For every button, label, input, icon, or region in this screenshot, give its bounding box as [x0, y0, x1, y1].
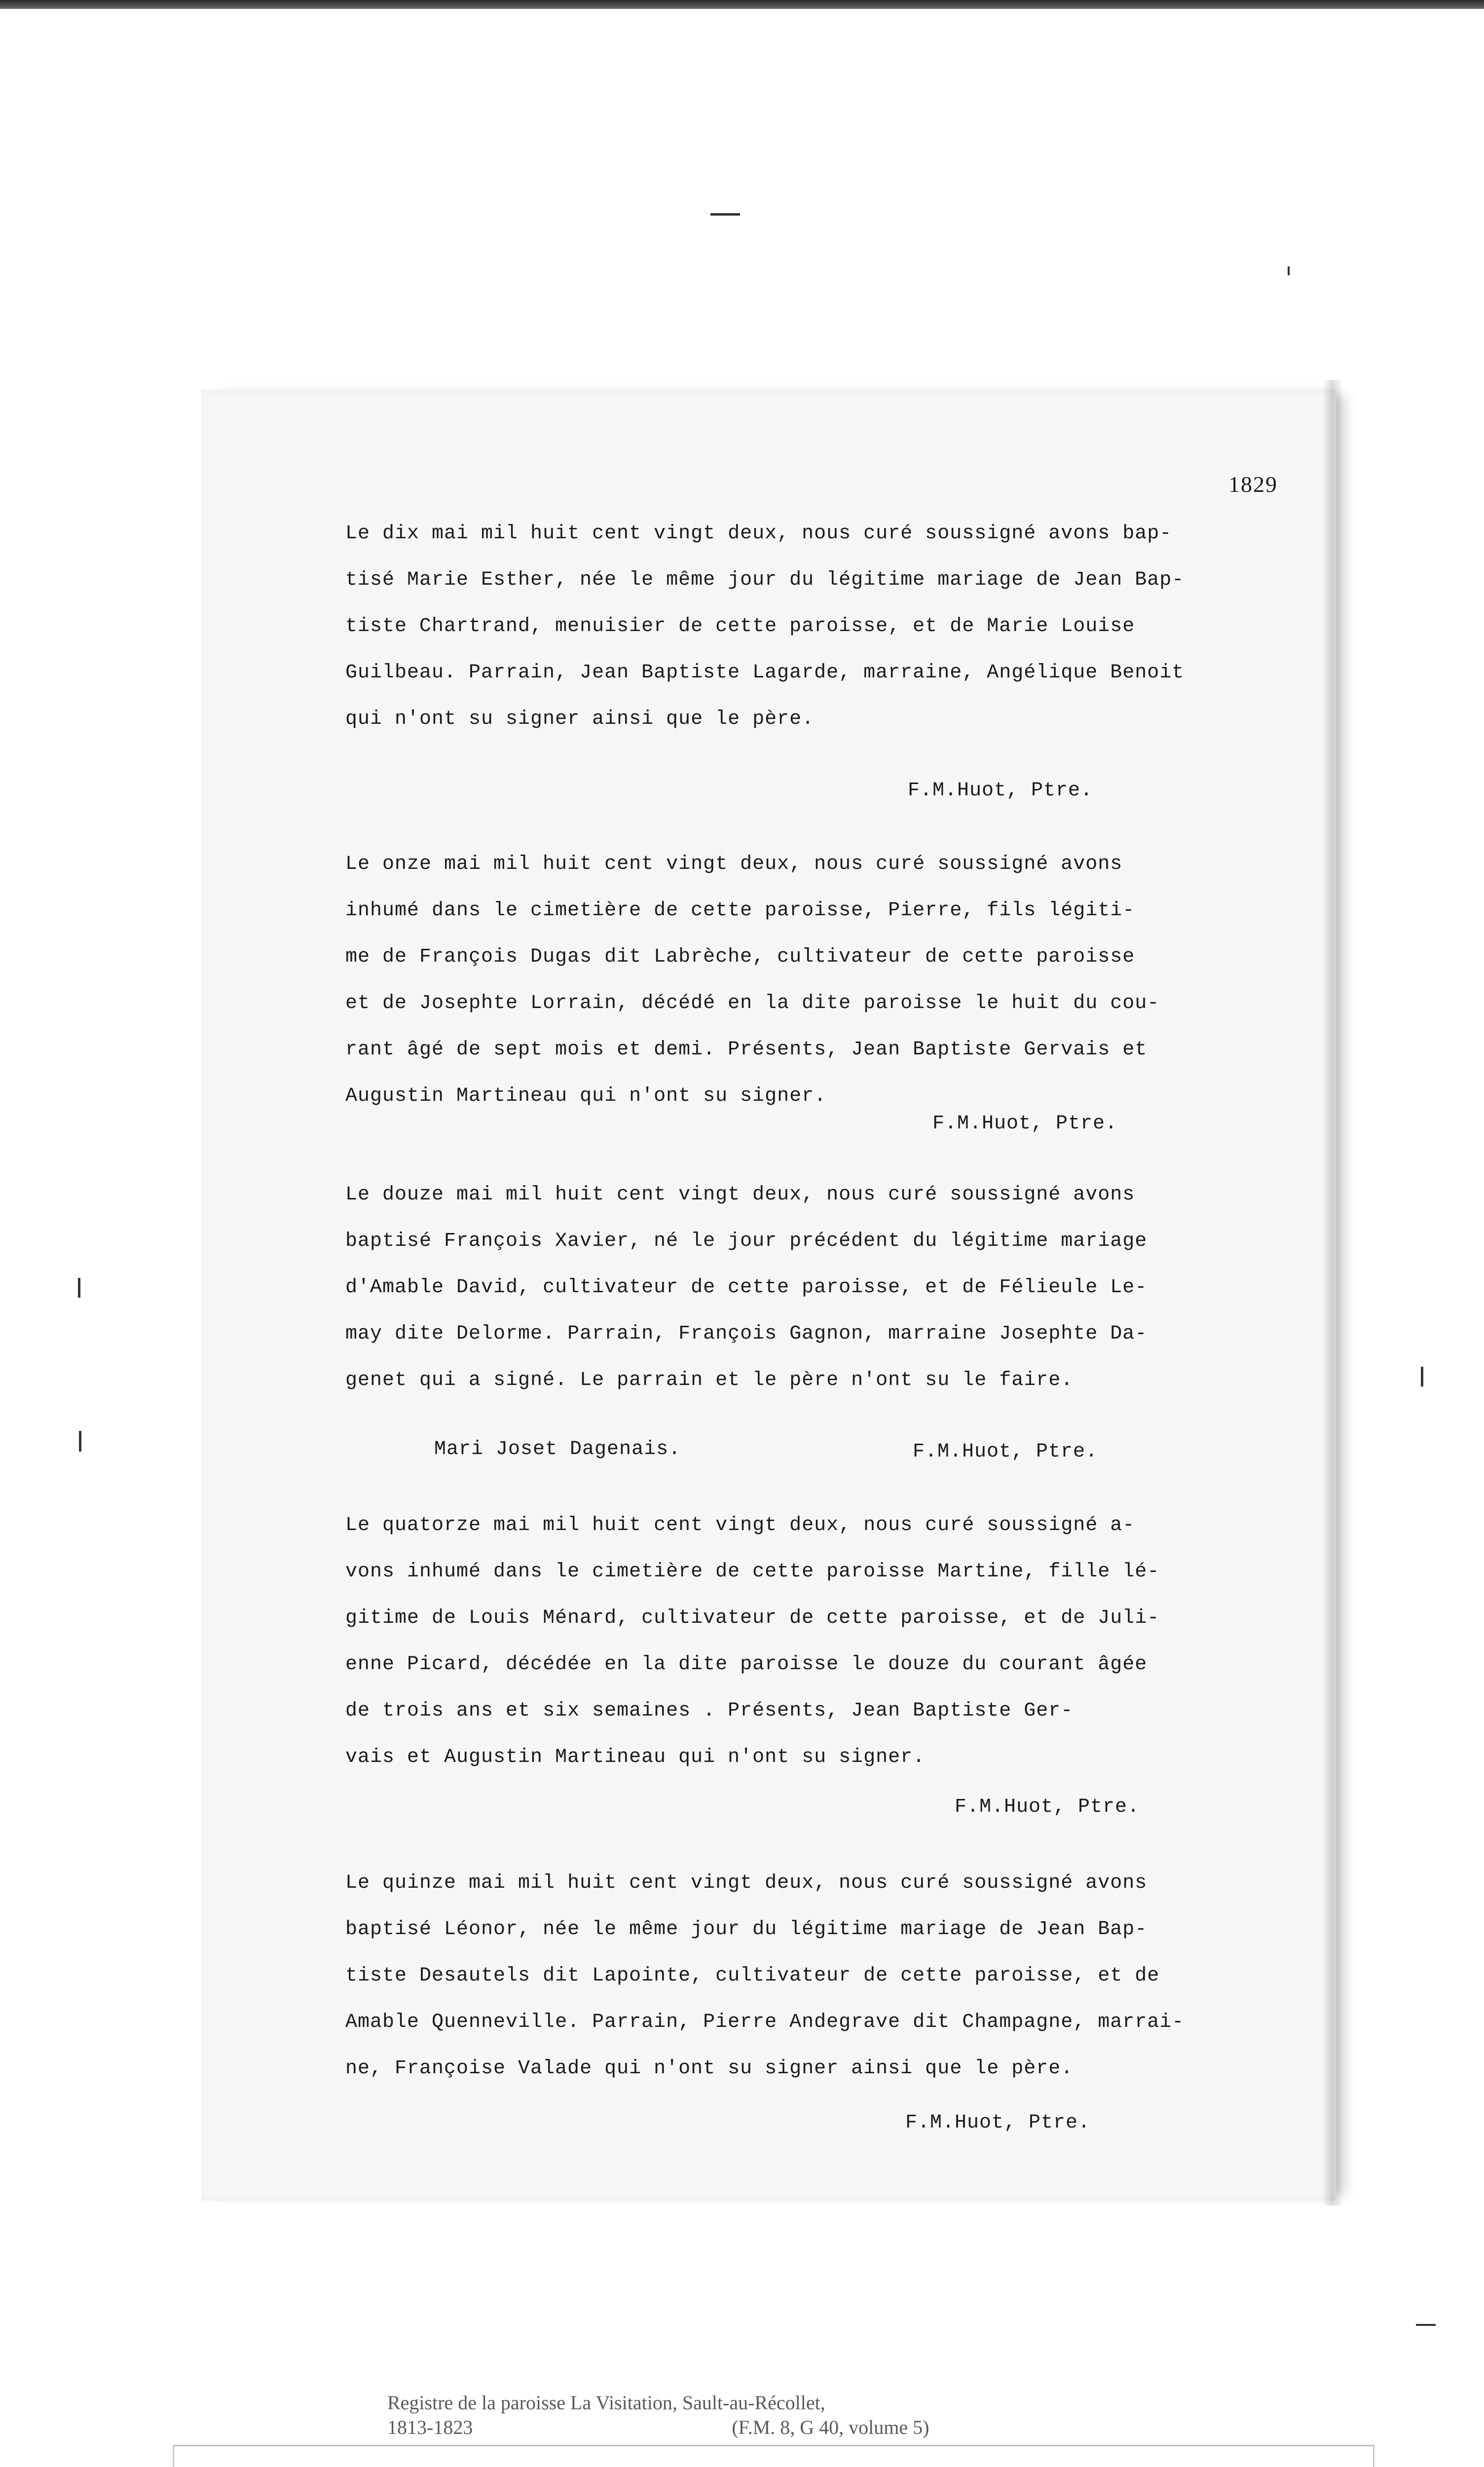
- entry-line: Le dix mai mil huit cent vingt deux, nous curé soussigné avons bap-: [345, 523, 1172, 545]
- priest-signature: F.M.Huot, Ptre.: [913, 1441, 1098, 1463]
- entry-line: gitime de Louis Ménard, cultivateur de cette paroisse, et de Juli-: [345, 1607, 1160, 1629]
- entry-line: Amable Quenneville. Parrain, Pierre Andegrave dit Champagne, marrai-: [345, 2011, 1185, 2033]
- film-speck: [1421, 1367, 1423, 1386]
- archives-banner-box: [173, 2445, 1374, 2467]
- entry-line: me de François Dugas dit Labrèche, cultivateur de cette paroisse: [345, 946, 1135, 968]
- entry-line: baptisé François Xavier, né le jour précédent du légitime mariage: [345, 1230, 1148, 1252]
- entry-line: et de Josephte Lorrain, décédé en la dite paroisse le huit du cou-: [345, 992, 1160, 1014]
- register-entry: [345, 1860, 1312, 2092]
- entry-line: rant âgé de sept mois et demi. Présents, Jean Baptiste Gervais et: [345, 1039, 1148, 1061]
- entry-line: Guilbeau. Parrain, Jean Baptiste Lagarde, marraine, Angélique Benoit: [345, 662, 1185, 684]
- priest-signature: F.M.Huot, Ptre.: [932, 1113, 1118, 1135]
- entry-line: vais et Augustin Martineau qui n'ont su signer.: [345, 1746, 926, 1768]
- page-number: 1829: [1228, 472, 1278, 497]
- register-entry: [345, 1172, 1312, 1404]
- register-entry: [345, 841, 1312, 1120]
- entry-line: genet qui a signé. Le parrain et le père n'ont su le faire.: [345, 1369, 1074, 1391]
- film-speck: [710, 213, 740, 216]
- entry-line: de trois ans et six semaines . Présents, Jean Baptiste Ger-: [345, 1700, 1074, 1722]
- entry-line: enne Picard, décédée en la dite paroisse le douze du courant âgée: [345, 1653, 1148, 1676]
- entry-line: Le douze mai mil huit cent vingt deux, nous curé soussigné avons: [345, 1184, 1135, 1206]
- priest-signature: F.M.Huot, Ptre.: [908, 780, 1093, 802]
- archive-reference-volume: (F.M. 8, G 40, volume 5): [732, 2416, 929, 2438]
- entry-line: tiste Desautels dit Lapointe, cultivateur de cette paroisse, et de: [345, 1965, 1160, 1987]
- witness-signature: Mari Joset Dagenais.: [434, 1438, 681, 1460]
- film-speck: [79, 1431, 81, 1452]
- entry-line: Le onze mai mil huit cent vingt deux, nous curé soussigné avons: [345, 853, 1123, 875]
- entry-line: inhumé dans le cimetière de cette paroisse, Pierre, fils légiti-: [345, 899, 1135, 922]
- register-entry: [345, 511, 1312, 743]
- archive-reference-years: 1813-1823: [387, 2416, 473, 2438]
- page-edge-shadow: [1322, 380, 1342, 2205]
- entry-line: vons inhumé dans le cimetière de cette paroisse Martine, fille lé-: [345, 1561, 1160, 1583]
- entry-line: Augustin Martineau qui n'ont su signer.: [345, 1085, 827, 1107]
- archive-reference-line: Registre de la paroisse La Visitation, Sault-au-Récollet,: [387, 2392, 825, 2414]
- archive-reference-line: [387, 2415, 929, 2440]
- film-speck: [1416, 2324, 1436, 2326]
- entry-line: Le quatorze mai mil huit cent vingt deux, nous curé soussigné a-: [345, 1514, 1135, 1536]
- entry-line: tisé Marie Esther, née le même jour du légitime mariage de Jean Bap-: [345, 569, 1185, 591]
- film-frame-top: [0, 0, 1484, 9]
- entry-line: baptisé Léonor, née le même jour du légitime mariage de Jean Bap-: [345, 1918, 1148, 1941]
- entry-line: ne, Françoise Valade qui n'ont su signer ainsi que le père.: [345, 2057, 1074, 2080]
- priest-signature: F.M.Huot, Ptre.: [955, 1796, 1140, 1818]
- entry-line: tiste Chartrand, menuisier de cette paroisse, et de Marie Louise: [345, 615, 1135, 637]
- film-speck: [1288, 266, 1290, 275]
- film-speck: [78, 1278, 80, 1298]
- entry-line: may dite Delorme. Parrain, François Gagnon, marraine Josephte Da-: [345, 1323, 1148, 1345]
- entry-line: d'Amable David, cultivateur de cette paroisse, et de Félieule Le-: [345, 1276, 1148, 1299]
- archive-reference: [387, 2391, 929, 2440]
- entry-line: Le quinze mai mil huit cent vingt deux, nous curé soussigné avons: [345, 1872, 1148, 1894]
- entry-line: qui n'ont su signer ainsi que le père.: [345, 708, 815, 730]
- register-entry: [345, 1502, 1312, 1781]
- priest-signature: F.M.Huot, Ptre.: [905, 2112, 1091, 2134]
